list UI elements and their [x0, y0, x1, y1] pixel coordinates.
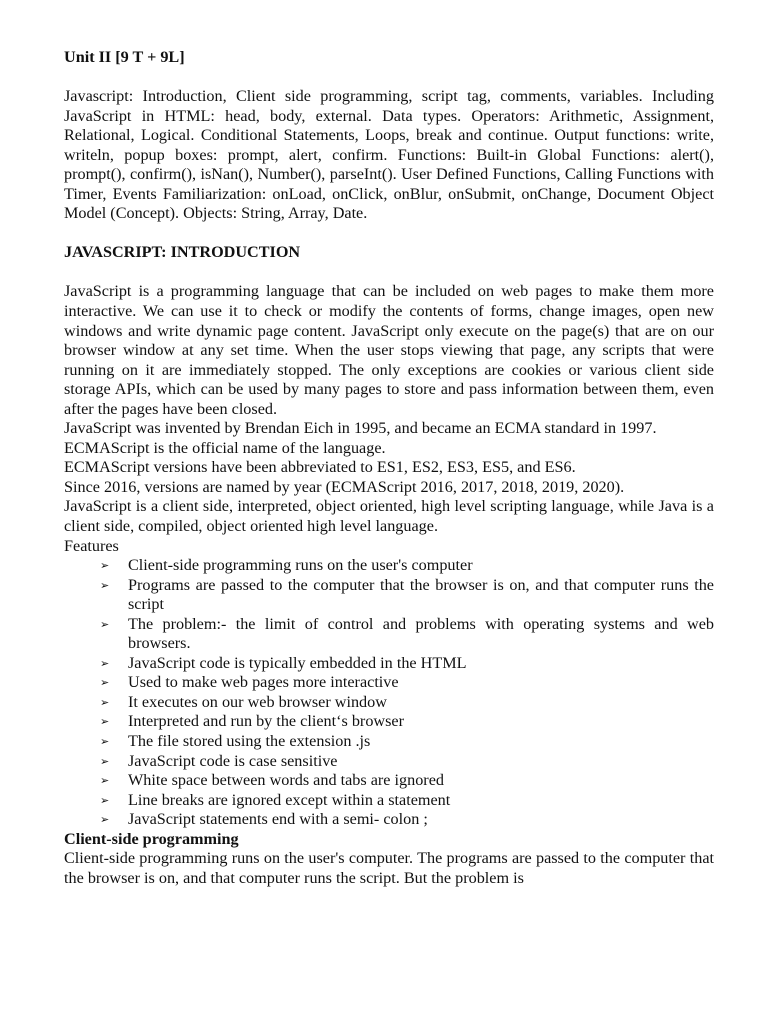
list-item: ➢ Programs are passed to the computer that the browser is on, and that computer runs the script — [100, 575, 714, 614]
arrow-bullet-icon: ➢ — [100, 813, 110, 827]
list-item: ➢ Client-side programming runs on the user's computer — [100, 556, 473, 575]
arrow-bullet-icon: ➢ — [100, 617, 110, 631]
ecma-since-line: Since 2016, versions are named by year (ECMAScript 2016, 2017, 2018, 2019, 2020). — [64, 477, 625, 496]
client-side-paragraph: Client-side programming runs on the user's computer. The programs are passed to the computer that the browser is on, and that computer runs the script. But the problem is — [64, 849, 714, 887]
section-title: JAVASCRIPT: INTRODUCTION — [64, 243, 301, 262]
unit-title: Unit II [9 T + 9L] — [64, 48, 185, 66]
list-item: ➢ The problem:- the limit of control and problems with operating systems and web browsers. — [100, 614, 714, 653]
list-item: ➢ JavaScript code is typically embedded in the HTML — [100, 653, 467, 672]
arrow-bullet-icon: ➢ — [100, 656, 110, 670]
syllabus-paragraph: Javascript: Introduction, Client side programming, script tag, comments, variables. Including JavaScript in HTML: head, body, external. Data types. Operators: Arithmetic, Assignment, Relational, Logical. Conditional Statements, Loops, break and continue. Output functions: write, writeln, popup boxes: prompt, alert, confirm. Functions: Built-in Global Functions: alert(), prompt(), confirm(), isNan(), Number(), parseInt(). User Defined Functions, Calling Functions with Timer, Events Familiarization: onLoad, onClick, onBlur, onSubmit, onChange, Document Object Model (Concept). Objects: String, Array, Date. — [64, 87, 714, 223]
arrow-bullet-icon: ➢ — [100, 695, 110, 709]
document-page — [64, 48, 714, 888]
list-item: ➢ Used to make web pages more interactive — [100, 673, 399, 692]
list-item: ➢ JavaScript statements end with a semi- colon ; — [100, 810, 428, 829]
client-side-heading: Client-side programming — [64, 829, 239, 848]
list-item: ➢ JavaScript code is case sensitive — [100, 751, 338, 770]
features-label: Features — [64, 536, 119, 555]
arrow-bullet-icon: ➢ — [100, 559, 110, 573]
list-item: ➢ White space between words and tabs are ignored — [100, 771, 444, 790]
features-list — [64, 556, 714, 830]
list-item: ➢ Line breaks are ignored except within a statement — [100, 790, 451, 809]
arrow-bullet-icon: ➢ — [100, 735, 110, 748]
arrow-bullet-icon: ➢ — [100, 578, 110, 592]
intro-paragraph: JavaScript is a programming language that can be included on web pages to make them more interactive. We can use it to check or modify the contents of forms, change images, open new windows and write dynamic page content. JavaScript only execute on the page(s) that are on our browser window at any set time. When the user stops viewing that page, any scripts that were running on it are immediately stopped. The only exceptions are cookies or various client side storage APIs, which can be used by many pages to store and pass information between them, even after the pages have been closed. — [64, 282, 714, 418]
arrow-bullet-icon: ➢ — [100, 793, 110, 807]
arrow-bullet-icon: ➢ — [100, 676, 110, 690]
ecma-versions-line: ECMAScript versions have been abbreviated to ES1, ES2, ES3, ES5, and ES6. — [64, 458, 576, 477]
arrow-bullet-icon: ➢ — [100, 715, 110, 729]
comparison-paragraph: JavaScript is a client side, interpreted, object oriented, high level scripting language, while Java is a client side, compiled, object oriented high level language. — [64, 497, 714, 535]
history-paragraph: JavaScript was invented by Brendan Eich in 1995, and became an ECMA standard in 1997. — [64, 419, 657, 438]
ecma-name-line: ECMAScript is the official name of the language. — [64, 438, 386, 457]
list-item: ➢ The file stored using the extension .js — [100, 732, 371, 750]
list-item: ➢ It executes on our web browser window — [100, 692, 387, 711]
arrow-bullet-icon: ➢ — [100, 774, 110, 788]
arrow-bullet-icon: ➢ — [100, 754, 110, 768]
list-item: ➢ Interpreted and run by the client‘s browser — [100, 712, 404, 731]
